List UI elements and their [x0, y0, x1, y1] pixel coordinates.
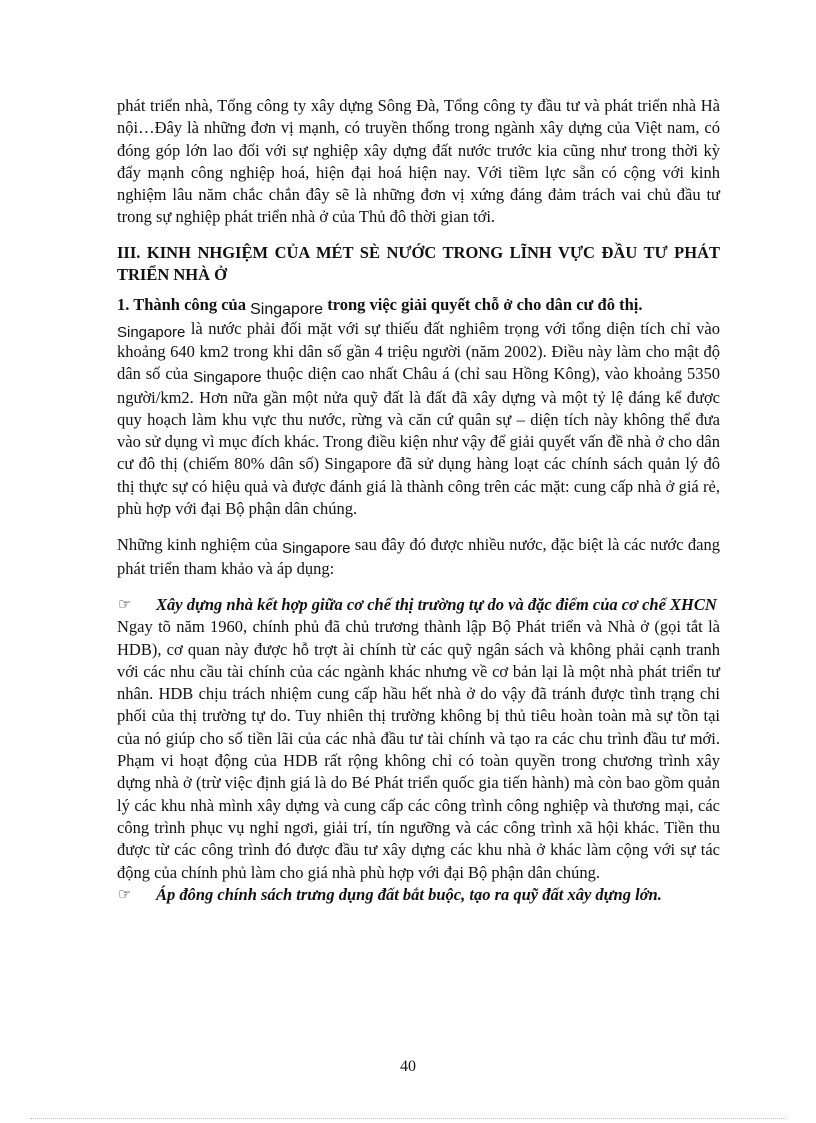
intro-paragraph: phát triển nhà, Tổng công ty xây dựng Sông Đà, Tổng công ty đầu tư và phát triển nhà Hà nội…Đây là những đơn vị mạnh, có truyền thống trong ngành xây dựng của Việt nam, có đóng góp lớn lao đối với sự nghiệp xây dựng đất nước trước kia cũng như trong thời kỳ đẩy mạnh công nghiệp hoá, hiện đại hoá hiện nay. Với tiềm lực sẵn có cộng với kinh nghiệm lâu năm chắc chắn đây sẽ là những đơn vị xứng đáng đảm trách vai chủ đầu tư trong sự nghiệp phát triển nhà ở của Thủ đô thời gian tới. — [117, 96, 720, 227]
page-number: 40 — [400, 1058, 416, 1075]
country-name: Singapore — [282, 540, 351, 558]
subheading-after: trong việc giải quyết chỗ ở cho dân cư đô thị. — [323, 295, 643, 315]
subheading-before: 1. Thành công của — [117, 295, 251, 315]
bullet-title: Áp đông chính sách trưng dụng đất bắt buộc, tạo ra quỹ đất xây dựng lớn. — [156, 884, 662, 904]
page-bottom-divider — [30, 1118, 786, 1119]
document-page — [117, 95, 720, 906]
paragraph-text: là nước phải đối mặt với sự thiếu đất nghiêm trọng với tổng diện tích chỉ vào khoảng 640 km2 trong khi dân số gần 4 triệu người (năm 2002). Điều này làm cho mật độ dân số của — [117, 318, 720, 384]
paragraph-singapore-land — [117, 318, 720, 521]
bullet-title: Xây dựng nhà kết hợp giữa cơ chế thị trường tự do và đặc điểm của cơ chế XHCN — [156, 594, 717, 614]
paragraph-experiences — [117, 534, 720, 580]
paragraph-text: sau đây đó được nhiều nước, đặc biệt là các nước đang phát triển tham khảo và áp dụng: — [117, 535, 720, 578]
paragraph-text: Những kinh nghiệm của — [117, 535, 283, 555]
section-heading: III. KINH NHGIỆM CỦA MÉT SÈ NƯỚC TRONG LĨNH VỰC ĐẦU TƯ PHÁT TRIỂN NHÀ Ở — [117, 242, 720, 285]
country-name: Singapore — [193, 369, 262, 387]
subheading-country: Singapore — [250, 301, 324, 319]
bullet-item-market-mechanism — [117, 594, 720, 616]
paragraph-text: thuộc diện cao nhất Châu á (chỉ sau Hồng Kông), vào khoảng 5350 người/km2. Hơn nữa gần một nửa quỹ đất là đất đã xây dựng và một tỷ lệ đáng kể được quy hoạch làm khu vực thu nước, rừng và căn cứ quân sự – diện tích này không thể đưa vào sử dụng vì mục đích khác. Trong điều kiện như vậy để giải quyết vấn đề nhà ở cho dân cư đô thị (chiếm 80% dân số) Singapore đã sử dụng hàng loạt các chính sách quản lý đô thị thực sự có hiệu quả và được đánh giá là thành công trên các mặt: cung cấp nhà ở giá rẻ, phù hợp với đại Bộ phận dân chúng. — [117, 364, 720, 519]
bullet-item-land-acquisition — [117, 884, 720, 906]
paragraph-hdb: Ngay tõ năm 1960, chính phủ đã chủ trương thành lập Bộ Phát triển và Nhà ở (gọi tắt là HDB), cơ quan này được hỗ trợt ài chính từ các quỹ ngân sách và không phải cạnh tranh với các nhu cầu tài chính của các ngành khác nhưng về cơ bản lại là một nhà phát triển tư nhân. HDB chịu trách nhiệm cung cấp hầu hết nhà ở do vậy đã tránh được tình trạng chi phối của thị trường tự do. Tuy nhiên thị trường không bị thủ tiêu hoàn toàn mà sự tồn tại của nó giúp cho số tiền lãi của các nhà đầu tư tài chính và tạo ra các chu trình đầu tư mới. Phạm vi hoạt động của HDB rất rộng không chỉ có toàn quyền trong chương trình xây dựng nhà ở (trừ việc định giá là do Bé Phát triển quốc gia tiến hành) mà còn bao gồm quản lý các khu nhà mình xây dựng và cung cấp các công trình công nghiệp và thương mại, các công trình phục vụ nghỉ ngơi, giải trí, tín ngưỡng và các công trình xã hội khác. Tiền thu được từ các công trình đó được đầu tư xây dựng các khu nhà ở khác làm cộng với sự tác động của chính phủ làm cho giá nhà phù hợp với đại Bộ phận dân chúng. — [117, 617, 720, 882]
country-name: Singapore — [117, 323, 186, 341]
pointing-hand-icon: ☞ — [118, 596, 132, 613]
subheading — [117, 294, 720, 317]
pointing-hand-icon: ☞ — [118, 886, 132, 903]
